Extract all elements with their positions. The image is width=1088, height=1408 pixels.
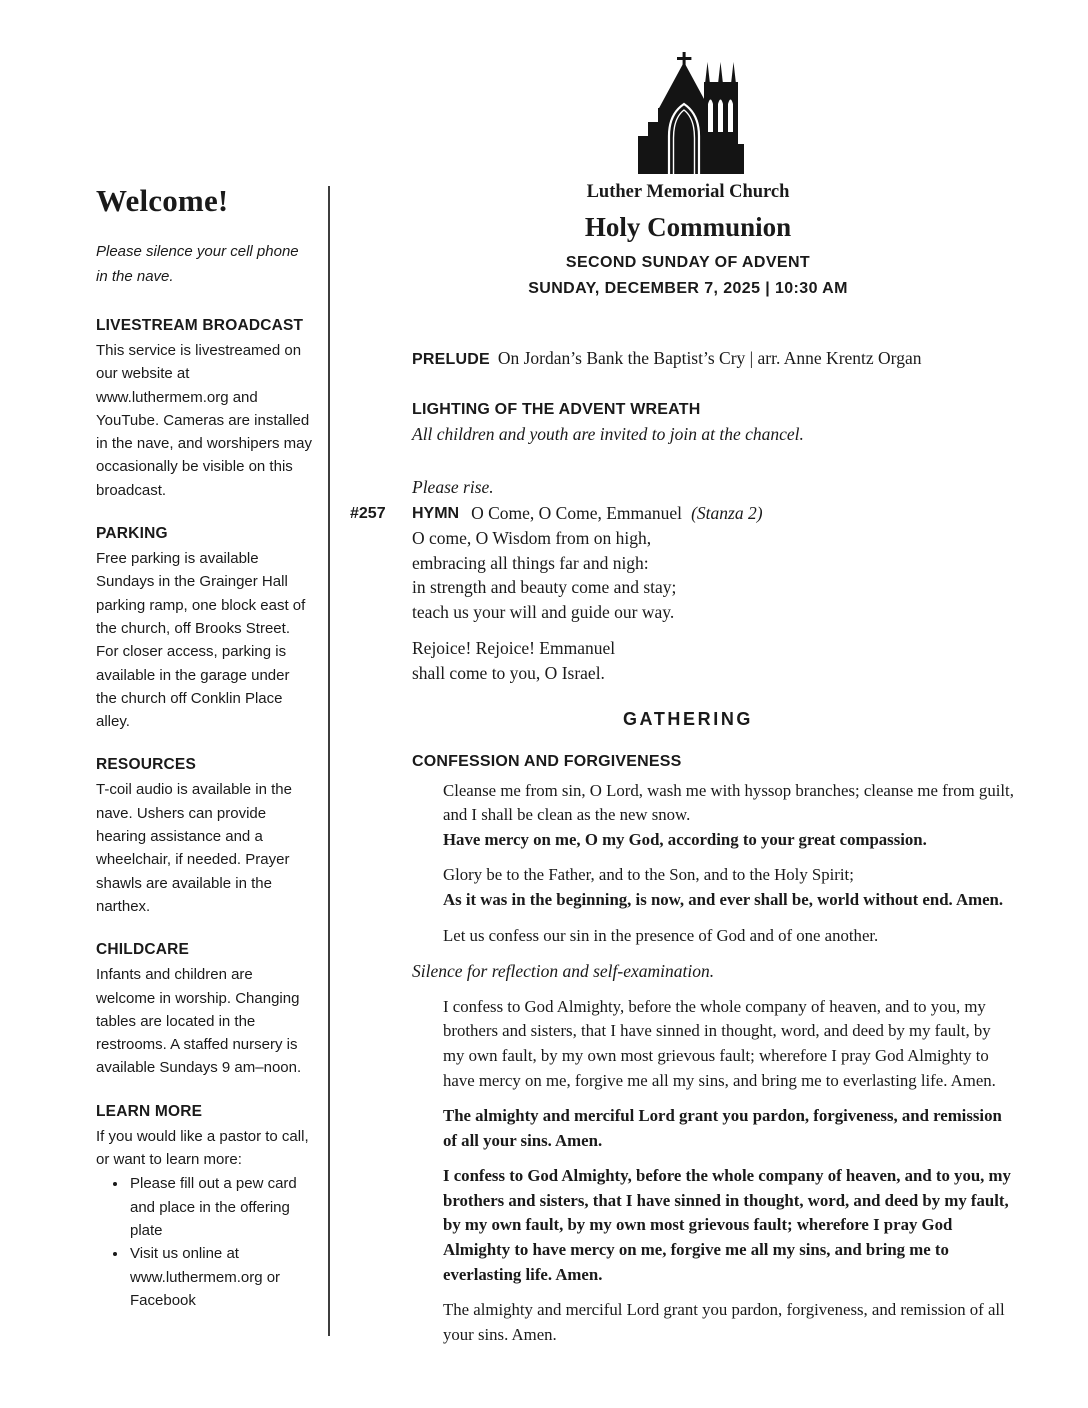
confession-group — [412, 995, 1024, 1093]
verse-line: in strength and beauty come and stay; — [412, 577, 677, 598]
order-of-service — [350, 52, 1026, 1358]
hymn-refrain — [412, 636, 1026, 685]
hymn-verse — [412, 526, 1026, 624]
confession-response: The almighty and merciful Lord grant you pardon, forgiveness, and remission of all your sins. Amen. — [443, 1106, 1002, 1150]
silence-rubric: Silence for reflection and self-examination. — [412, 961, 715, 982]
confession-group — [412, 779, 1024, 853]
confession-paragraph: Glory be to the Father, and to the Son, and to the Holy Spirit; — [443, 865, 854, 885]
gathering-heading: GATHERING — [622, 708, 754, 729]
confession-group — [412, 863, 1024, 912]
section-body: This service is livestreamed on our website at www.luthermem.org and YouTube. Cameras are installed in the nave, and worshipers may occasionally be visible on this broadcast. — [96, 342, 312, 499]
section-parking — [96, 523, 312, 733]
verse-line: O come, O Wisdom from on high, — [412, 528, 652, 548]
verse-line: teach us your will and guide our way. — [412, 601, 675, 622]
confession-paragraph: The almighty and merciful Lord grant you pardon, forgiveness, and remission of all your sins. Amen. — [443, 1300, 1005, 1344]
church-building-icon — [632, 52, 744, 174]
masthead — [408, 52, 968, 302]
section-livestream — [96, 315, 312, 502]
confession-heading: CONFESSION AND FORGIVENESS — [412, 752, 682, 770]
list-item: • Visit us online at www.luthermem.org or Facebook — [128, 1242, 312, 1312]
service-day: SECOND SUNDAY OF ADVENT — [565, 254, 811, 271]
prelude-line — [412, 346, 1026, 372]
section-body: Infants and children are welcome in worship. Changing tables are located in the restrooms. A staffed nursery is available Sundays 9 am–noon. — [96, 966, 302, 1077]
confession-paragraph: I confess to God Almighty, before the whole company of heaven, and to you, my brothers and sisters, that I have sinned in thought, word, and deed by my fault, by my own fault, by my own most grievous fault; wherefore I pray God Almighty to have mercy on me, forgive me all my sins, and bring me to everlasting life. Amen. — [443, 996, 996, 1090]
section-learn-more — [96, 1101, 312, 1312]
hymn-number: #257 — [350, 505, 386, 522]
confession-group — [412, 1164, 1024, 1287]
prelude-title: On Jordan’s Bank the Baptist’s Cry | arr. Anne Krentz Organ — [497, 348, 922, 368]
section-heading: RESOURCES — [96, 756, 196, 774]
hymn-title: O Come, O Come, Emmanuel — [471, 503, 683, 523]
confession-response: I confess to God Almighty, before the whole company of heaven, and to you, my brothers and sisters, that I have sinned in thought, word, and deed by my fault, by my own fault, by my own most grievous fault; wherefore I pray God Almighty to have mercy on me, forgive me all my sins, and bring me to everlasting life. Amen. — [443, 1166, 1011, 1284]
column-divider — [328, 186, 330, 1336]
welcome-sidebar — [96, 183, 312, 1333]
section-heading: CHILDCARE — [96, 941, 190, 959]
church-name: Luther Memorial Church — [586, 182, 790, 202]
hymn-stanza: (Stanza 2) — [691, 503, 763, 523]
service-datetime: SUNDAY, DECEMBER 7, 2025 | 10:30 AM — [528, 280, 848, 297]
section-body: Free parking is available Sundays in the Grainger Hall parking ramp, one block east of the church, off Brooks Street. For closer access, parking is available in the garage under the church off Conklin Place alley. — [96, 550, 306, 731]
advent-wreath-block — [412, 398, 1026, 447]
confession-paragraph: Cleanse me from sin, O Lord, wash me with hyssop branches; cleanse me from guilt, and I shall be clean as the new snow. — [443, 780, 1014, 825]
section-childcare — [96, 939, 312, 1079]
refrain-line: shall come to you, O Israel. — [412, 662, 605, 683]
confession-group — [412, 1104, 1024, 1153]
section-heading: LEARN MORE — [96, 1102, 203, 1120]
hymn-line — [350, 501, 1026, 526]
section-heading: PARKING — [96, 525, 168, 543]
confession-response: Have mercy on me, O my God, according to your great compassion. — [443, 829, 927, 849]
section-resources — [96, 754, 312, 918]
confession-paragraph: Let us confess our sin in the presence of God and of one another. — [443, 925, 879, 945]
confession-group — [412, 959, 1024, 984]
cell-phone-notice: Please silence your cell phone in the nave. — [96, 243, 299, 285]
wreath-note: All children and youth are invited to join at the chancel. — [412, 424, 804, 444]
hymn-label: HYMN — [412, 505, 460, 522]
verse-line: embracing all things far and nigh: — [412, 552, 649, 573]
confession-response: As it was in the beginning, is now, and ever shall be, world without end. Amen. — [443, 889, 1004, 909]
confession-group — [412, 924, 1024, 949]
prelude-label: PRELUDE — [412, 351, 490, 368]
sidebar-title: Welcome! — [96, 183, 229, 218]
service-title: Holy Communion — [584, 212, 792, 242]
wreath-heading: LIGHTING OF THE ADVENT WREATH — [412, 401, 701, 418]
section-body: If you would like a pastor to call, or want to learn more: — [96, 1127, 309, 1169]
list-item: • Please fill out a pew card and place in the offering plate — [128, 1172, 312, 1242]
confession-group — [412, 1298, 1024, 1347]
learn-more-list — [96, 1172, 312, 1312]
refrain-line: Rejoice! Rejoice! Emmanuel — [412, 638, 616, 659]
section-heading: LIVESTREAM BROADCAST — [96, 317, 304, 334]
section-body: T-coil audio is available in the nave. Ushers can provide hearing assistance and a wheelchair, if needed. Prayer shawls are available in the narthex. — [96, 781, 292, 915]
please-rise-rubric: Please rise. — [412, 477, 494, 497]
